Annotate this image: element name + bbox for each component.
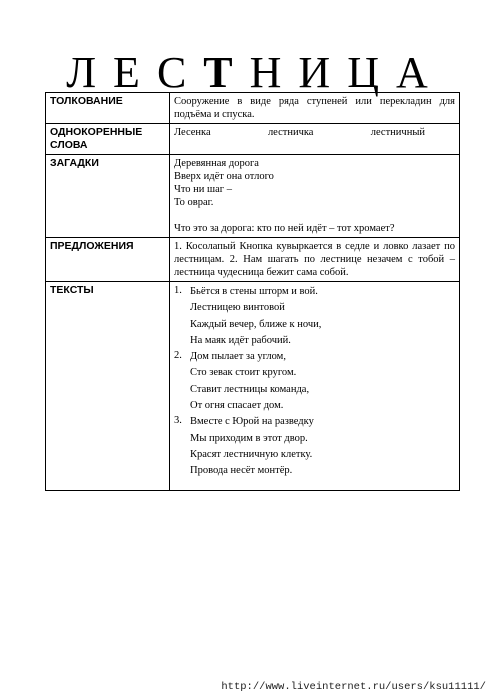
poem-line: Красят лестничную клетку.	[190, 448, 313, 460]
poem-number: 1.	[174, 285, 182, 296]
poem-line: Сто зевак стоит кругом.	[190, 367, 297, 379]
poem-number: 3.	[174, 415, 182, 427]
cognates-cell	[170, 124, 460, 155]
cognates-row	[46, 124, 460, 155]
cognates-list	[174, 126, 455, 139]
definition-text: Сооружение в виде ряда ступеней или перекладин для подъёма и спуска.	[170, 93, 460, 124]
poem-line: Ставит лестницы команда,	[190, 383, 310, 395]
poems-list	[174, 284, 455, 480]
riddles-label: ЗАГАДКИ	[46, 155, 170, 238]
riddle-line: Деревянная дорога	[174, 158, 259, 169]
riddle-line: Вверх идёт она отлого	[174, 171, 274, 182]
riddles-row	[46, 155, 460, 238]
poem-item	[174, 414, 455, 479]
poem-line: Бьётся в стены шторм и вой.	[190, 286, 318, 297]
cognate-word: лестничный	[370, 127, 425, 138]
poem-line: Мы приходим в этот двор.	[190, 432, 308, 444]
sentences-row	[46, 238, 460, 282]
cognates-label: ОДНОКОРЕННЫЕ СЛОВА	[46, 124, 170, 155]
riddles-cell	[170, 155, 460, 238]
word-card-table	[45, 92, 460, 491]
poem-number: 2.	[174, 350, 182, 362]
riddle-question: Что это за дорога: кто по ней идёт – тот хромает?	[174, 223, 395, 234]
cognate-word: Лесенка	[174, 127, 211, 138]
riddle-line: Что ни шаг –	[174, 184, 232, 195]
poem-line: Провода несёт монтёр.	[190, 465, 293, 477]
title-prefix: ЛЕС	[66, 48, 204, 97]
definition-row	[46, 93, 460, 124]
poem-line: От огня спасает дом.	[190, 400, 284, 412]
source-url: http://www.liveinternet.ru/users/ksu11111/	[221, 681, 486, 693]
riddle-line: То овраг.	[174, 197, 214, 208]
title-big-letter: Т	[203, 48, 250, 97]
poem-item	[174, 349, 455, 414]
cognate-word: лестничка	[267, 127, 314, 138]
poem-line: Лестницею винтовой	[190, 302, 285, 314]
texts-cell	[170, 282, 460, 491]
texts-row	[46, 282, 460, 491]
poem-line: Каждый вечер, ближе к ночи,	[190, 318, 322, 330]
texts-label: ТЕКСТЫ	[46, 282, 170, 491]
poem-item	[174, 284, 455, 349]
title-suffix: НИЦА	[249, 48, 445, 97]
poem-line: Дом пылает за углом,	[190, 351, 286, 363]
definition-label: ТОЛКОВАНИЕ	[46, 93, 170, 124]
poem-line: Вместе с Юрой на разведку	[190, 416, 314, 428]
sentences-label: ПРЕДЛОЖЕНИЯ	[46, 238, 170, 282]
poem-line: На маяк идёт рабочий.	[190, 334, 291, 346]
sentences-text: 1. Косолапый Кнопка кувыркается в седле и ловко лазает по лестницам. 2. Нам шагать по лестнице незачем с тобой – лестница чудесница бежит сама собой.	[170, 238, 460, 282]
